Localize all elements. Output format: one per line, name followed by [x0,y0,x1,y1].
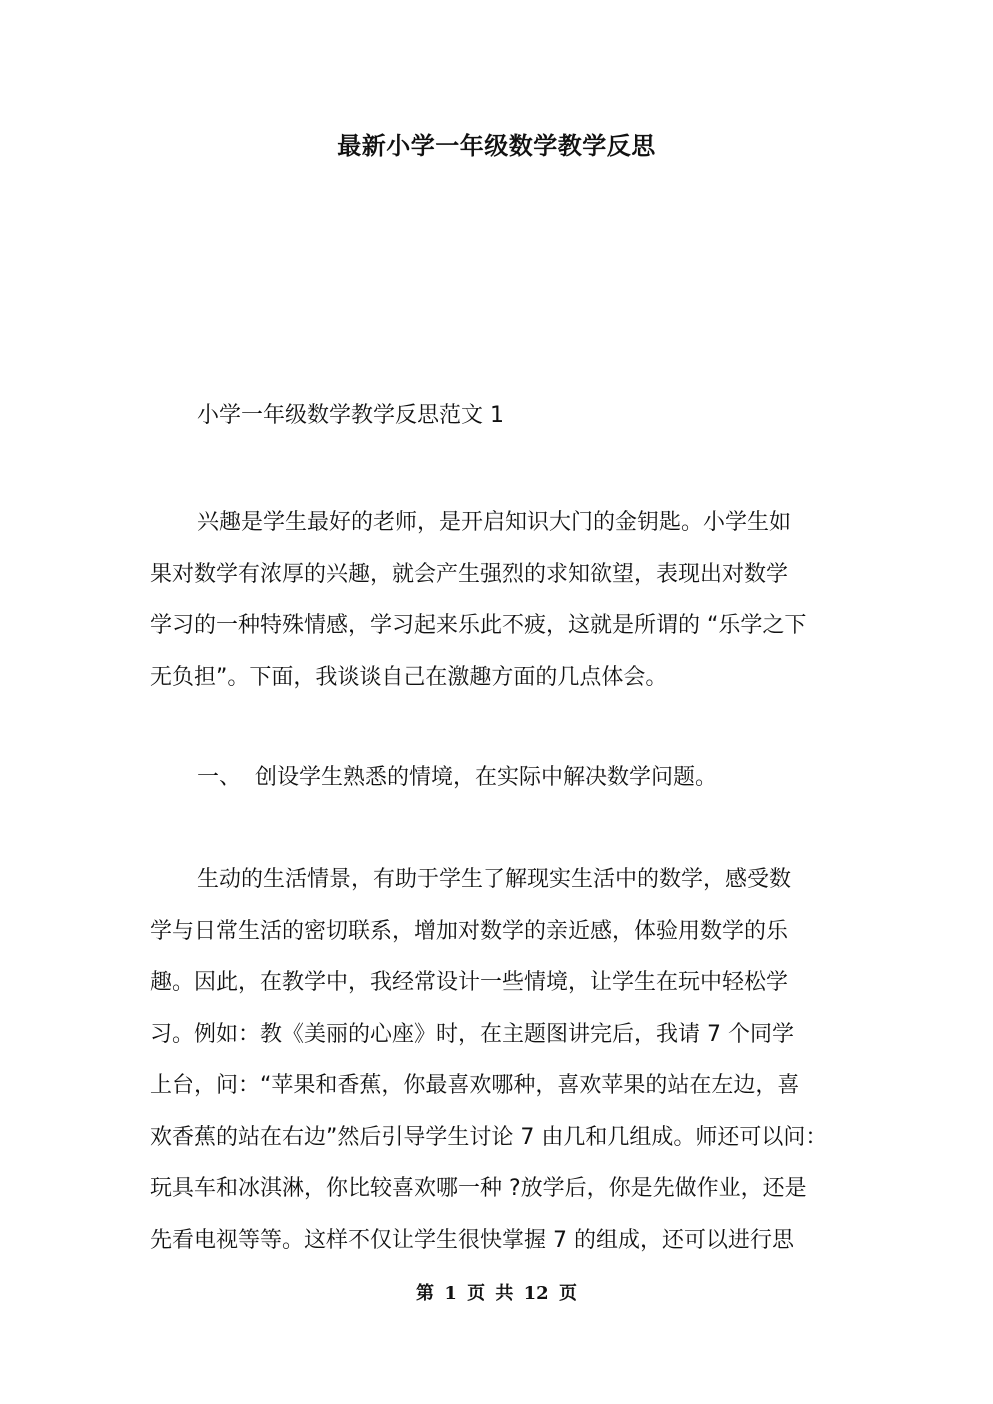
page-footer: 第 1 页 共 12 页 [416,1283,577,1304]
paragraph-line: 先看电视等等。这样不仅让学生很快掌握 7 的组成，还可以进行思 [150,1227,794,1253]
article-heading: 小学一年级数学教学反思范文 1 [197,403,504,428]
section-number: 一、 [197,765,242,790]
paragraph-line: 习。例如：教《美丽的心座》时，在主题图讲完后，我请 7 个同学 [150,1021,794,1047]
section-heading [197,758,717,798]
section-title: 创设学生熟悉的情境，在实际中解决数学问题。 [255,765,718,790]
paragraph-line: 兴趣是学生最好的老师，是开启知识大门的金钥匙。小学生如 [197,510,792,535]
document-title: 最新小学一年级数学教学反思 [337,132,656,160]
paragraph-body [150,854,850,1266]
paragraph-line: 学与日常生活的密切联系，增加对数学的亲近感，体验用数学的乐 [150,918,789,944]
paragraph-line: 无负担”。下面，我谈谈自己在激趣方面的几点体会。 [150,664,668,690]
paragraph-line: 果对数学有浓厚的兴趣，就会产生强烈的求知欲望，表现出对数学 [150,561,789,587]
paragraph-line: 玩具车和冰淇淋，你比较喜欢哪一种 ?放学后，你是先做作业，还是 [150,1176,807,1201]
paragraph-line: 欢香蕉的站在右边”然后引导学生讨论 7 由几和几组成。师还可以问： [150,1124,828,1150]
paragraph-line: 上台，问：“苹果和香蕉，你最喜欢哪种，喜欢苹果的站在左边，喜 [150,1073,800,1098]
paragraph-line: 学习的一种特殊情感，学习起来乐此不疲，这就是所谓的 “乐学之下 [150,613,807,638]
paragraph-line: 趣。因此，在教学中，我经常设计一些情境，让学生在玩中轻松学 [150,970,789,995]
paragraph-intro [150,497,850,703]
paragraph-line: 生动的生活情景，有助于学生了解现实生活中的数学，感受数 [197,867,792,892]
